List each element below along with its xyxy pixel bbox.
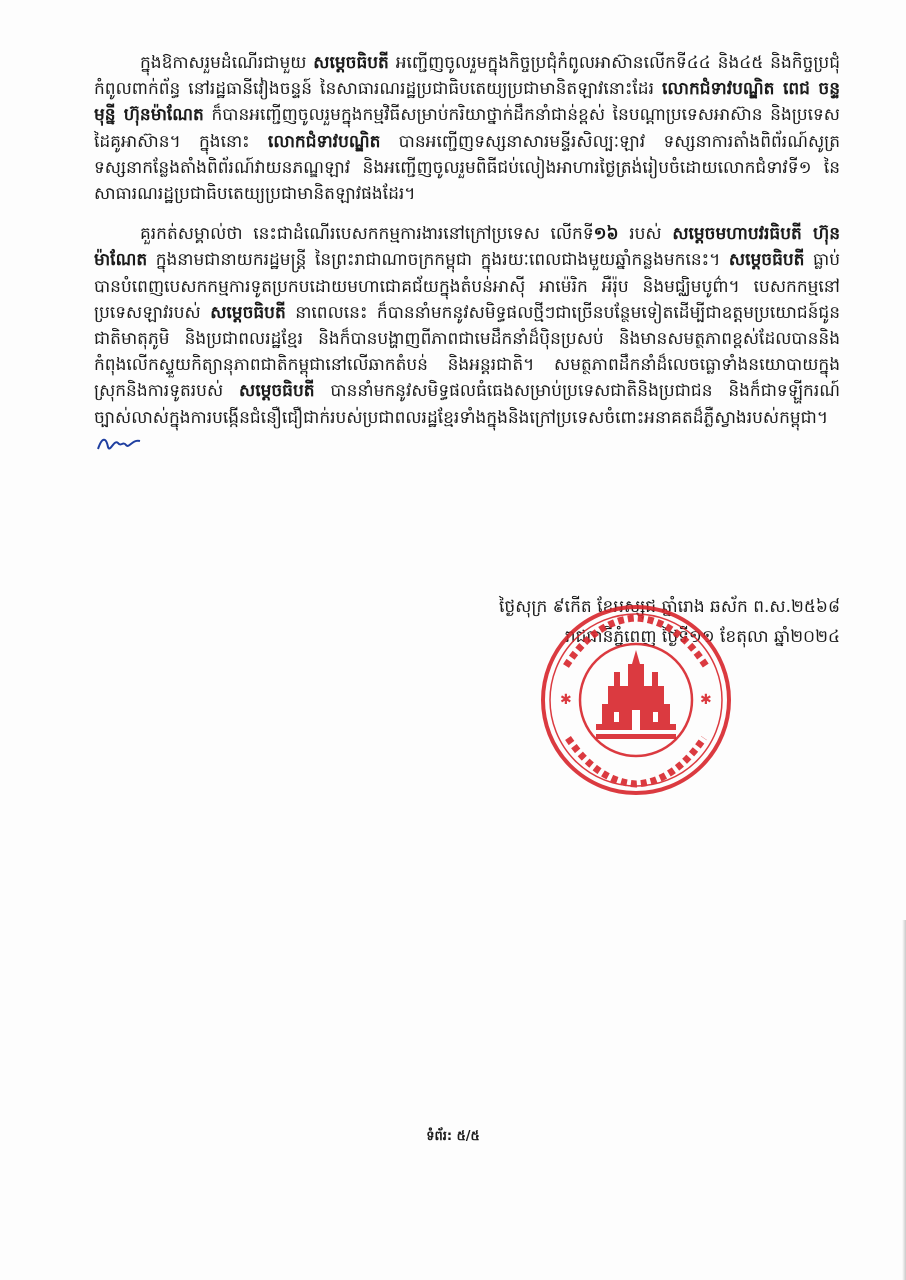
press-release-body: [94, 50, 840, 471]
emphasized-name: លោកជំទាវបណ្ឌិត: [267, 131, 381, 152]
text-run: អញ្ជើញចូលរួមក្នុងកិច្ចប្រជុំកំពូលអាស៊ានលើកទី៤៤ និង៤៥ និងកិច្ចប្រជុំកំពូលពាក់ព័ន្ធ នៅរដ្ឋធានីវៀងចន្ទន៍ នៃសាធារណរដ្ឋប្រជាធិបតេយ្យប្រជាមានិតឡាវនោះដែរ: [94, 53, 840, 100]
emphasized-name: សម្តេចធិបតី: [239, 381, 315, 402]
emphasized-name: លោកជំទាវបណ្ឌិត ពេជ ចន្ទមុន្នី ហ៊ុនម៉ាណែត: [94, 79, 841, 126]
text-run: បានអញ្ជើញទស្សនាសារមន្ទីរសិល្បៈឡាវ ទស្សនាការតាំងពិព័រណ៍សូត្រ ទស្សនាកន្លែងតាំងពិព័រណ៍វាយនភណ្ឌឡាវ និងអញ្ជើញចូលរួមពិធីជប់លៀងអាហារថ្ងៃត្រង់រៀបចំដោយលោកជំទាវទី១ នៃសាធារណរដ្ឋប្រជាធិបតេយ្យប្រជាមានិតឡាវផងដែរ។: [94, 131, 840, 205]
scan-edge-shadow: [902, 920, 906, 1280]
date-solar: រាជធានីភ្នំពេញ ថ្ងៃទី១១ ខែតុលា ឆ្នាំ២០២៤: [564, 627, 840, 647]
text-run: នាពេលនេះ ក៏បាននាំមកនូវសមិទ្ធផលថ្មីៗជាច្រើនបន្ថែមទៀតដើម្បីជាឧត្តមប្រយោជន៍ជូនជាតិមាតុភូមិ និងប្រជាពលរដ្ឋខ្មែរ និងក៏បានបង្ហាញពីភាពជាមេដឹកនាំដ៏ប៉ិនប្រសប់ និងមានសមត្ថភាពខ្ពស់ដែលបាននិងកំពុងលើកស្ទួយកិត្យានុភាពជាតិកម្ពុជានៅលើឆាកតំបន់ និងអន្តរជាតិ។ សមត្ថភាពដឹកនាំដ៏លេចធ្លោទាំងនយោបាយក្នុងស្រុកនិងការទូតរបស់: [94, 302, 841, 402]
emphasized-name: សម្តេចមហាបវរធិបតី ហ៊ុន ម៉ាណែត: [94, 224, 840, 271]
emphasized-name: សម្តេចធិបតី: [210, 302, 286, 323]
text-run: គួរកត់សម្គាល់ថា នេះជាដំណើរបេសកកម្មការងារនៅក្រៅប្រទេស លើកទី: [140, 224, 594, 245]
paragraph-1: [94, 50, 840, 207]
text-run: របស់: [618, 224, 673, 245]
date-lunar: ថ្ងៃសុក្រ ៩កើត ខែអស្សុជ ឆ្នាំរោង ឆស័ក ព.ស.២៥៦៨: [499, 597, 840, 617]
emphasized-name: សម្តេចធិបតី: [728, 250, 805, 271]
paragraph-2: [94, 221, 840, 457]
official-seal-stamp: [536, 600, 736, 800]
emphasized-name: សម្តេចធិបតី: [313, 53, 389, 73]
text-run: បាននាំមកនូវសមិទ្ធផលធំធេងសម្រាប់ប្រទេសជាតិនិងប្រជាជន និងក៏ជាទឡ្ហីករណ៍ច្បាស់លាស់ក្នុងការបង្កើនជំនឿជឿជាក់របស់ប្រជាពលរដ្ឋខ្មែរទាំងក្នុងនិងក្រៅប្រទេសចំពោះអនាគតដ៏ភ្លឺស្វាងរបស់កម្ពុជា។: [94, 381, 840, 428]
handwritten-signature: [96, 433, 142, 455]
text-run: ក្នុងឱកាសរួមដំណើរជាមួយ: [140, 53, 314, 73]
text-run: ធ្លាប់បានបំពេញបេសកកម្មការទូតប្រកបដោយមហាជោគជ័យក្នុងតំបន់អាស៊ី អាម៉េរិក អឺរ៉ុប និងមជ្ឈិមបូព៌ា។ បេសកកម្មនៅប្រទេសឡាវរបស់: [94, 250, 841, 323]
svg-text:✱: ✱: [700, 692, 712, 708]
emphasized-name: ១៦: [593, 224, 619, 245]
text-run: ក៏បានអញ្ជើញចូលរួមក្នុងកម្មវិធីសម្រាប់ករិយាថ្នាក់ដឹកនាំជាន់ខ្ពស់ នៃបណ្តាប្រទេសអាស៊ាន និងប្រទេសដៃគូអាស៊ាន។ ក្នុងនោះ: [94, 105, 840, 152]
text-run: ក្នុងនាមជានាយករដ្ឋមន្ត្រី នៃព្រះរាជាណាចក្រកម្ពុជា ក្នុងរយៈពេលជាងមួយឆ្នាំកន្លងមកនេះ។: [147, 250, 729, 271]
page-number: ទំព័រ: ៥/៥: [426, 1129, 480, 1144]
svg-text:✱: ✱: [560, 692, 572, 708]
